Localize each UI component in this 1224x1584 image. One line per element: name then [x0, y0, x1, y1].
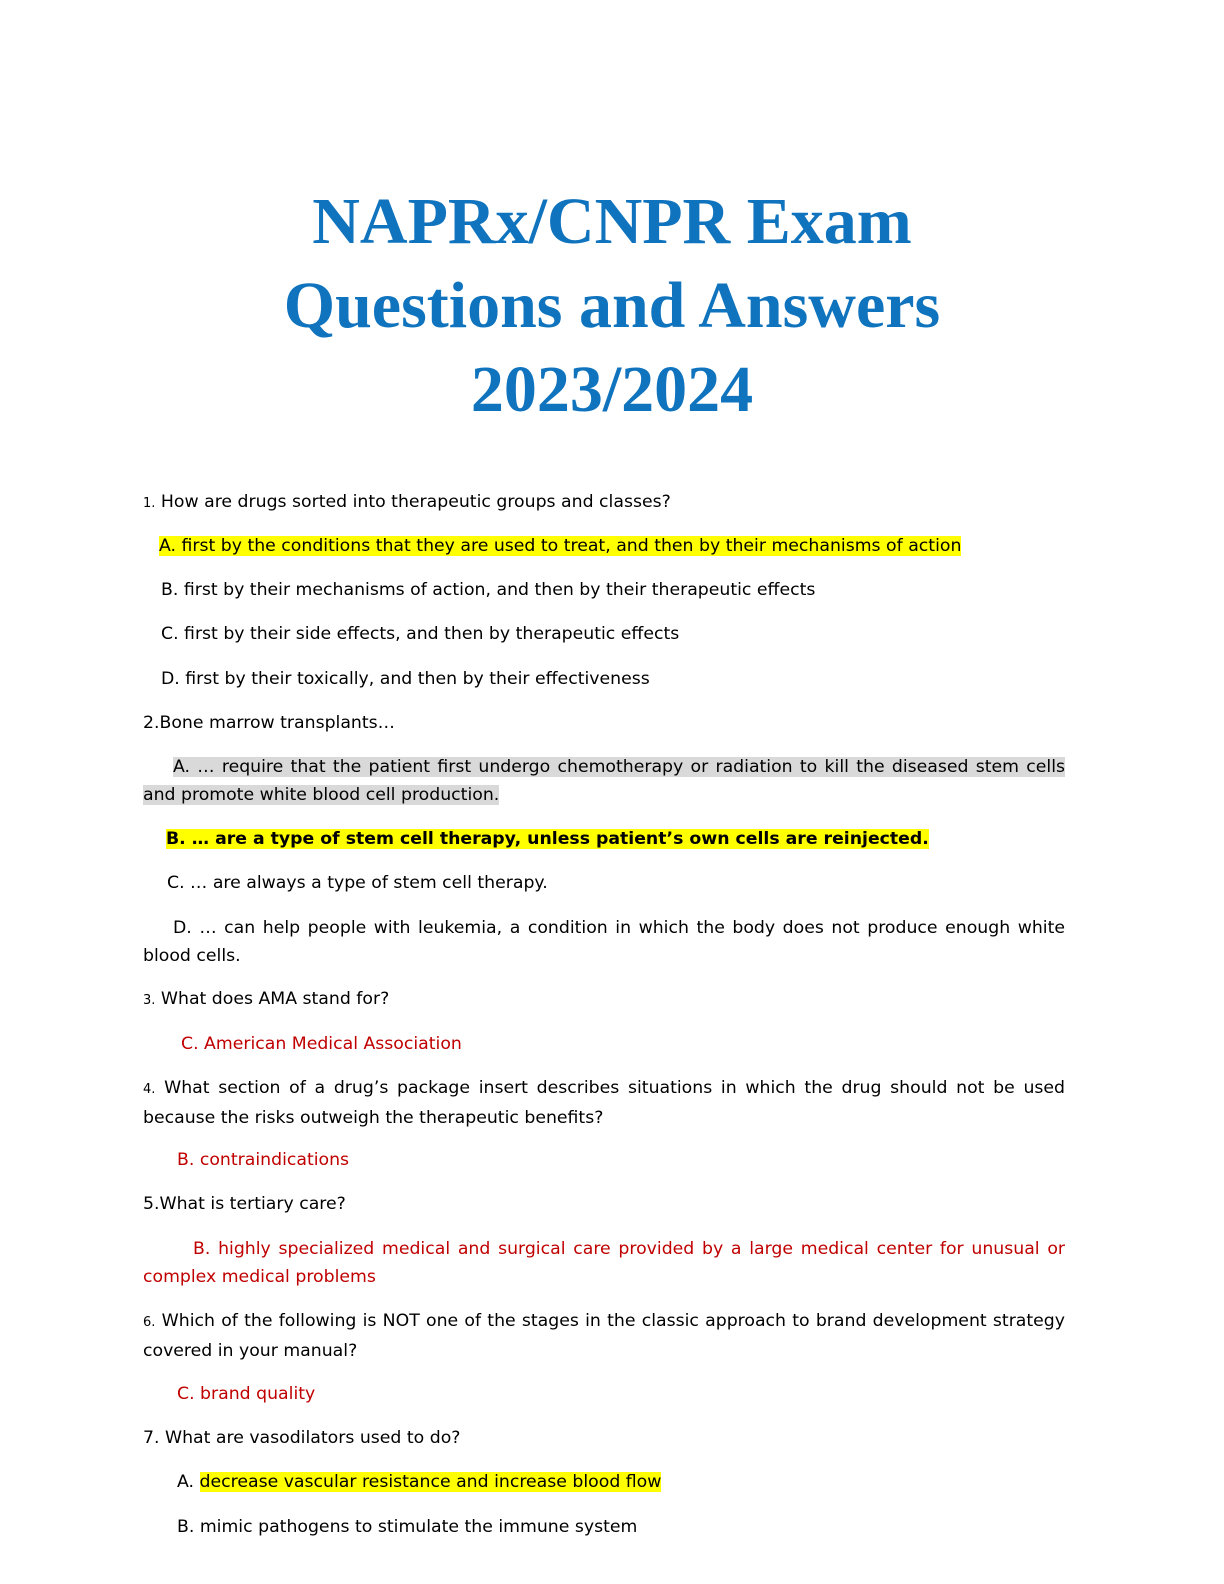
question-1 [143, 488, 1065, 518]
question-2-option-a-text: A. … require that the patient first undergo chemotherapy or radiation to kill the diseased stem cells and promote white blood cell production. [143, 757, 1065, 805]
question-7: 7. What are vasodilators used to do? [143, 1428, 461, 1448]
question-1-option-a-text: A. first by the conditions that they are used to treat, and then by their mechanisms of action [159, 536, 962, 556]
question-6 [143, 1307, 1065, 1365]
question-5-answer: B. highly specialized medical and surgical care provided by a large medical center for unusual or complex medical problems [143, 1239, 1065, 1287]
question-1-option-c: C. first by their side effects, and then by therapeutic effects [161, 624, 680, 644]
question-3-answer: C. American Medical Association [181, 1034, 462, 1054]
question-2-option-b-prefix: B. … [166, 829, 216, 849]
question-4-answer: B. contraindications [177, 1150, 350, 1170]
question-2-option-a [143, 753, 1065, 809]
question-6-answer: C. brand quality [177, 1384, 316, 1404]
question-3-text: What does AMA stand for? [160, 989, 390, 1009]
title-line-2: Questions and Answers [283, 269, 941, 342]
question-2-option-b-text: are a type of stem cell therapy, unless patient’s own cells are reinjected. [215, 829, 929, 849]
question-2-option-c: C. … are always a type of stem cell therapy. [167, 873, 548, 893]
question-6-number: 6. [143, 1315, 156, 1330]
question-2-option-d: D. … can help people with leukemia, a condition in which the body does not produce enough white blood cells. [143, 918, 1065, 966]
question-3 [143, 985, 1065, 1015]
question-4-text: What section of a drug’s package insert describes situations in which the drug should not be used because the risks outweigh the therapeutic benefits? [143, 1078, 1066, 1128]
question-7-option-a [177, 1468, 1099, 1496]
question-3-number: 3. [143, 993, 156, 1008]
title-line-1: NAPRx/CNPR Exam [312, 185, 912, 258]
question-2-option-b [166, 825, 1088, 853]
question-1-option-b: B. first by their mechanisms of action, and then by their therapeutic effects [161, 580, 816, 600]
question-1-option-a [159, 532, 1081, 560]
question-4 [143, 1074, 1065, 1132]
question-2: 2.Bone marrow transplants… [143, 713, 395, 733]
question-1-number: 1. [143, 496, 156, 511]
title-line-3: 2023/2024 [470, 353, 754, 426]
question-6-text: Which of the following is NOT one of the stages in the classic approach to brand development strategy covered in your manual? [143, 1311, 1065, 1361]
question-7-option-a-prefix: A. [177, 1472, 200, 1492]
question-1-text: How are drugs sorted into therapeutic groups and classes? [160, 492, 671, 512]
question-1-option-d: D. first by their toxically, and then by their effectiveness [161, 669, 650, 689]
question-5: 5.What is tertiary care? [143, 1194, 346, 1214]
question-7-option-b: B. mimic pathogens to stimulate the immune system [177, 1517, 638, 1537]
question-4-number: 4. [143, 1082, 156, 1097]
question-7-option-a-text: decrease vascular resistance and increase blood flow [199, 1472, 662, 1492]
